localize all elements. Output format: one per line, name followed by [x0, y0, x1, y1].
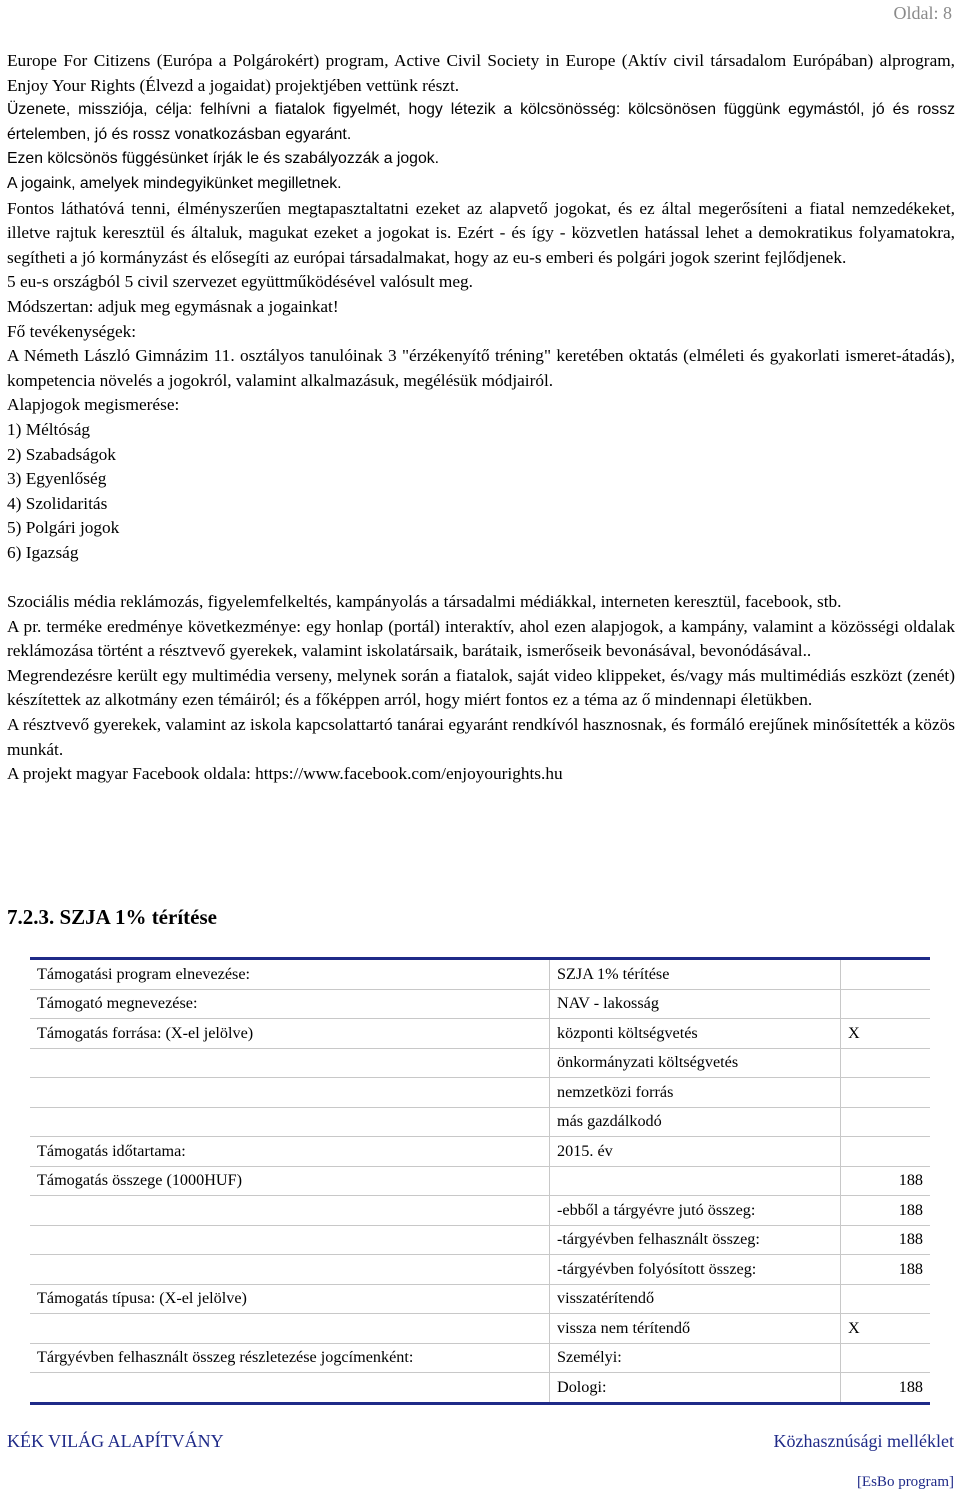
footer-program-tag: [EsBo program]: [856, 1474, 954, 1490]
mark-cell: [841, 1343, 931, 1373]
table-row: [30, 1196, 930, 1226]
label-cell: [30, 1314, 550, 1344]
table-row: [30, 1166, 930, 1196]
table-row: [30, 959, 930, 990]
mark-cell: [841, 1048, 931, 1078]
mark-cell: 188: [841, 1225, 931, 1255]
label-cell: Támogatási program elnevezése:: [30, 959, 550, 990]
page-number: Oldal: 8: [893, 3, 952, 23]
mark-cell: [841, 1107, 931, 1137]
partners-line: 5 eu-s országból 5 civil szervezet együttműködésével valósult meg.: [7, 272, 473, 292]
mark-cell: X: [841, 1019, 931, 1049]
rights-list-item: 2) Szabadságok: [7, 444, 116, 464]
table-row: [30, 1284, 930, 1314]
table-row: [30, 1225, 930, 1255]
label-cell: [30, 1373, 550, 1404]
rights-list-item: 5) Polgári jogok: [7, 518, 120, 538]
label-cell: [30, 1196, 550, 1226]
label-cell: [30, 1078, 550, 1108]
table-row: [30, 1078, 930, 1108]
footer-organization: KÉK VILÁG ALAPÍTVÁNY: [7, 1431, 224, 1451]
feedback-paragraph: A résztvevő gyerekek, valamint az iskola kapcsolattartó tanárai egyaránt rendkívól hasznosnak, és formáló erejűnek minősítették a közös munkát.: [7, 715, 955, 759]
rights-list-item: 1) Méltóság: [7, 419, 91, 439]
label-cell: Tárgyévben felhasznált összeg részletezése jogcímenként:: [30, 1343, 550, 1373]
support-table: [30, 957, 930, 1405]
mark-cell: 188: [841, 1255, 931, 1285]
label-cell: [30, 1255, 550, 1285]
mission-paragraph: Üzenete, missziója, célja: felhívni a fiatalok figyelmét, hogy létezik a kölcsönösség: kölcsönösen függünk egymástól, jó és rossz értelemben, jó és rossz vonatkozásban egyaránt.: [7, 101, 955, 143]
table-row: [30, 1314, 930, 1344]
basic-rights-heading: Alapjogok megismerése:: [7, 395, 180, 415]
mark-cell: 188: [841, 1196, 931, 1226]
support-table-body: [30, 959, 930, 1404]
section-title: 7.2.3. SZJA 1% térítése: [7, 905, 217, 929]
importance-paragraph: Fontos láthatóvá tenni, élményszerűen megtapasztaltatni ezeket az alapvető jogokat, és ez által megerősíteni a fiatal nemzedékeket, illetve rajtuk keresztül és általuk, magukat ezeket a jogokat is. Ezért - és így - közvetlen hatással lehet a demokratikus folyamatokra, segítheti a jó kormányzást és elősegíti az európai társadalmakat, hogy az eu-s emberi és polgári jogok szerint fejlődjenek.: [7, 198, 955, 267]
value-cell: visszatérítendő: [550, 1284, 841, 1314]
mission-block: [7, 98, 955, 196]
table-row: [30, 1019, 930, 1049]
value-cell: 2015. év: [550, 1137, 841, 1167]
mark-cell: [841, 989, 931, 1019]
intro-paragraph: Europe For Citizens (Európa a Polgárokért) program, Active Civil Society in Europe (Aktív civil társadalom Európában) alprogram, Enjoy Your Rights (Élvezd a jogaidat) projektjében vettünk részt.: [7, 51, 955, 95]
mark-cell: 188: [841, 1166, 931, 1196]
label-cell: Támogatás összege (1000HUF): [30, 1166, 550, 1196]
rights-list-item: 6) Igazság: [7, 542, 79, 562]
footer-document-type: Közhasznúsági melléklet: [773, 1431, 954, 1451]
label-cell: [30, 1225, 550, 1255]
training-paragraph: A Németh László Gimnázim 11. osztályos tanulóinak 3 "érzékenyítő tréning" keretében oktatás (elméleti és gyakorlati ismeret-átadás), kompetencia növelés a jogokról, valamint alkalmazásuk, megélésük módjairól.: [7, 346, 955, 390]
value-cell: központi költségvetés: [550, 1019, 841, 1049]
rights-list-item: 4) Szolidaritás: [7, 493, 108, 513]
body-text: [7, 49, 955, 787]
mark-cell: [841, 1078, 931, 1108]
table-row: [30, 1048, 930, 1078]
label-cell: [30, 1107, 550, 1137]
table-row: [30, 1107, 930, 1137]
value-cell: Személyi:: [550, 1343, 841, 1373]
paragraph-gap: [7, 565, 955, 590]
rights-regulation-line: Ezen kölcsönös függésünket írják le és szabályozzák a jogok.: [7, 150, 440, 168]
facebook-page-line: A projekt magyar Facebook oldala: https://www.facebook.com/enjoyourights.hu: [7, 764, 563, 784]
table-row: [30, 1373, 930, 1404]
main-activities-heading: Fő tevékenységek:: [7, 321, 137, 341]
value-cell: -tárgyévben folyósított összeg:: [550, 1255, 841, 1285]
multimedia-contest-paragraph: Megrendezésre került egy multimédia verseny, melynek során a fiatalok, saját video klippeket, és/vagy más multimédiás eszközt (zenét) készítettek az alkotmány ezen témáiról; és a főképpen arról, hogy miért fontos ez a téma az ő mindennapi életükben.: [7, 665, 955, 710]
mark-cell: 188: [841, 1373, 931, 1404]
value-cell: SZJA 1% térítése: [550, 959, 841, 990]
table-row: [30, 1343, 930, 1373]
table-row: [30, 1255, 930, 1285]
mark-cell: [841, 1284, 931, 1314]
value-cell: -tárgyévben felhasznált összeg:: [550, 1225, 841, 1255]
label-cell: Támogatás időtartama:: [30, 1137, 550, 1167]
label-cell: Támogatás típusa: (X-el jelölve): [30, 1284, 550, 1314]
table-row: [30, 989, 930, 1019]
label-cell: Támogató megnevezése:: [30, 989, 550, 1019]
mark-cell: [841, 959, 931, 990]
product-result-paragraph: A pr. terméke eredménye következménye: egy honlap (portál) interaktív, ahol ezen alapjogok, a kampány, valamint a közösségi oldalak reklámozása történt a résztvevő gyerekek, valamint iskolatársaik, barátaik, ismerőseik bevonásával, bevonódásával..: [7, 616, 955, 661]
value-cell: -ebből a tárgyévre jutó összeg:: [550, 1196, 841, 1226]
social-media-paragraph: Szociális média reklámozás, figyelemfelkeltés, kampányolás a társadalmi médiákkal, interneten keresztül, facebook, stb.: [7, 592, 842, 612]
table-row: [30, 1137, 930, 1167]
mark-cell: X: [841, 1314, 931, 1344]
methodology-line: Módszertan: adjuk meg egymásnak a jogainkat!: [7, 296, 339, 316]
value-cell: NAV - lakosság: [550, 989, 841, 1019]
value-cell: Dologi:: [550, 1373, 841, 1404]
value-cell: nemzetközi forrás: [550, 1078, 841, 1108]
value-cell: [550, 1166, 841, 1196]
value-cell: más gazdálkodó: [550, 1107, 841, 1137]
rights-list-item: 3) Egyenlőség: [7, 469, 107, 489]
label-cell: [30, 1048, 550, 1078]
label-cell: Támogatás forrása: (X-el jelölve): [30, 1019, 550, 1049]
rights-entitlement-line: A jogaink, amelyek mindegyikünket megilletnek.: [7, 174, 342, 192]
mark-cell: [841, 1137, 931, 1167]
value-cell: vissza nem térítendő: [550, 1314, 841, 1344]
value-cell: önkormányzati költségvetés: [550, 1048, 841, 1078]
